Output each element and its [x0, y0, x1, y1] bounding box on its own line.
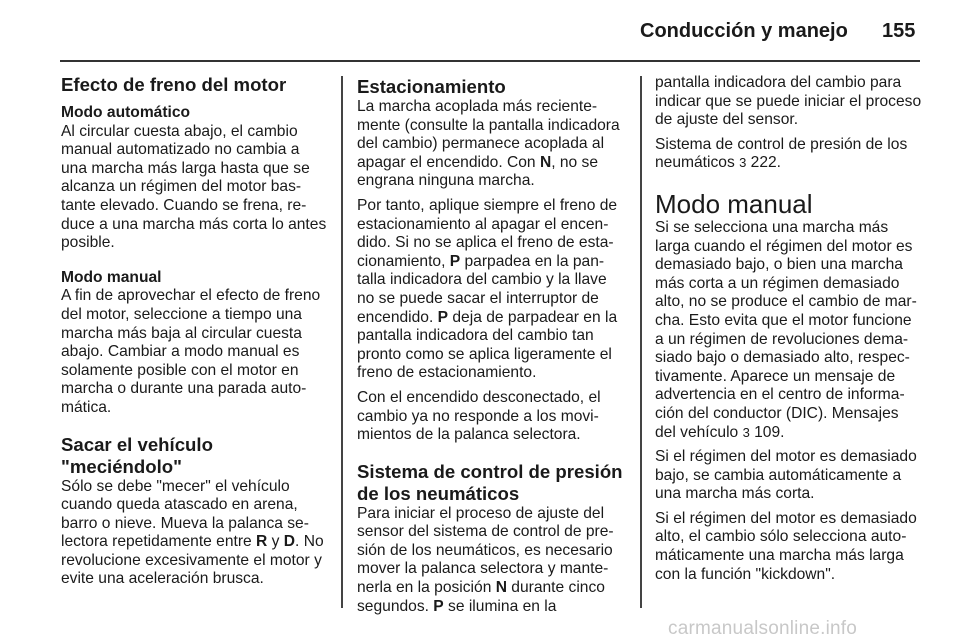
page-header-title: Conducción y manejo [640, 20, 848, 42]
section-heading-manual-mode: Modo manual [655, 188, 813, 219]
gear-key-n: N [495, 579, 507, 597]
paragraph-manual-mode-2: Si el régimen del motor es demasiado bajo, se cambia automáticamente a una marcha más corta. [655, 448, 917, 503]
column-left [61, 74, 327, 589]
gear-key-p: P [433, 597, 444, 615]
page-reference-icon: 3 [739, 155, 747, 171]
paragraph-rocking: Sólo se debe "mecer" el vehículo cuando queda atascado en arena, barro o nieve. Mueva la palanca selectora repetidamente entre R y D. No revolucione excesivamente el motor y evite una aceleración brusca. [61, 477, 324, 588]
column-divider [341, 76, 343, 608]
page-reference-icon: 3 [742, 424, 750, 440]
column-right [655, 74, 923, 584]
watermark: carmanualsonline.info [668, 618, 858, 639]
paragraph-tpms: Para iniciar el proceso de ajuste del sensor del sistema de control de presión de los neumáticos, es necesario mover la palanca selectora y mantenerla en la posición N durante cinco segundos. P se ilumina en la [357, 504, 614, 615]
header-rule [60, 60, 920, 62]
paragraph-auto-mode: Al circular cuesta abajo, el cambio manual automatizado no cambia a una marcha más larga hasta que se alcanza un régimen del motor bastante elevado. Cuando se frena, reduce a una marcha más corta lo antes posible. [61, 122, 327, 252]
paragraph-tpms-continued: pantalla indicadora del cambio para indicar que se puede iniciar el proceso de ajuste del sensor. [655, 74, 922, 129]
section-heading-engine-brake: Efecto de freno del motor [61, 74, 287, 95]
gear-key-r: R [256, 533, 268, 551]
paragraph-manual-mode-1: Si se selecciona una marcha más larga cuando el régimen del motor es demasiado bajo, o bien una marcha más corta a un régimen demasiado alto, no se produce el cambio de marcha. Esto evita que el motor funcione a un régimen de revoluciones demasiado bajo o demasiado alto, respectivamente. Aparece un mensaje de advertencia en el centro de información del conductor (DIC). Mensajes del vehículo 3 109. [655, 218, 917, 441]
subheading-manual-mode: Modo manual [61, 268, 162, 286]
paragraph-parking-3: Con el encendido desconectado, el cambio ya no responde a los movimientos de la palanca selectora. [357, 388, 601, 444]
paragraph-manual-mode: A fin de aprovechar el efecto de freno del motor, seleccione a tiempo una marcha más baja al circular cuesta abajo. Cambiar a modo manual es solamente posible con el motor en marcha o durante una parada automática. [61, 287, 321, 416]
gear-key-n: N [539, 153, 552, 171]
paragraph-parking-1: La marcha acoplada más recientemente (consulte la pantalla indicadora del cambio) permanece acoplada al apagar el encendido. Con N, no se engrana ninguna marcha. [357, 98, 620, 190]
section-heading-rocking: Sacar el vehículo "meciéndolo" [61, 433, 213, 477]
gear-key-p: P [437, 308, 449, 326]
gear-key-d: D [283, 533, 296, 551]
paragraph-tpms-reference: Sistema de control de presión de los neumáticos 3 222. [655, 135, 908, 172]
gear-key-p: P [449, 252, 461, 270]
column-divider [640, 76, 642, 608]
subheading-auto-mode: Modo automático [61, 104, 191, 121]
column-middle [357, 76, 627, 616]
page-number: 155 [882, 20, 916, 42]
section-heading-parking: Estacionamiento [357, 76, 506, 97]
paragraph-parking-2: Por tanto, aplique siempre el freno de estacionamiento al apagar el encendido. Si no se aplica el freno de estacionamiento, P parpadea en la pantalla indicadora del cambio y la llave no se puede sacar el interruptor de encendido. P deja de parpadear en la pantalla indicadora del cambio tan pronto como se aplica ligeramente el freno de estacionamiento. [357, 196, 618, 382]
section-heading-tpms: Sistema de control de presión de los neumáticos [357, 460, 623, 504]
paragraph-manual-mode-3: Si el régimen del motor es demasiado alto, el cambio sólo selecciona automáticamente una marcha más larga con la función "kickdown". [655, 509, 917, 583]
